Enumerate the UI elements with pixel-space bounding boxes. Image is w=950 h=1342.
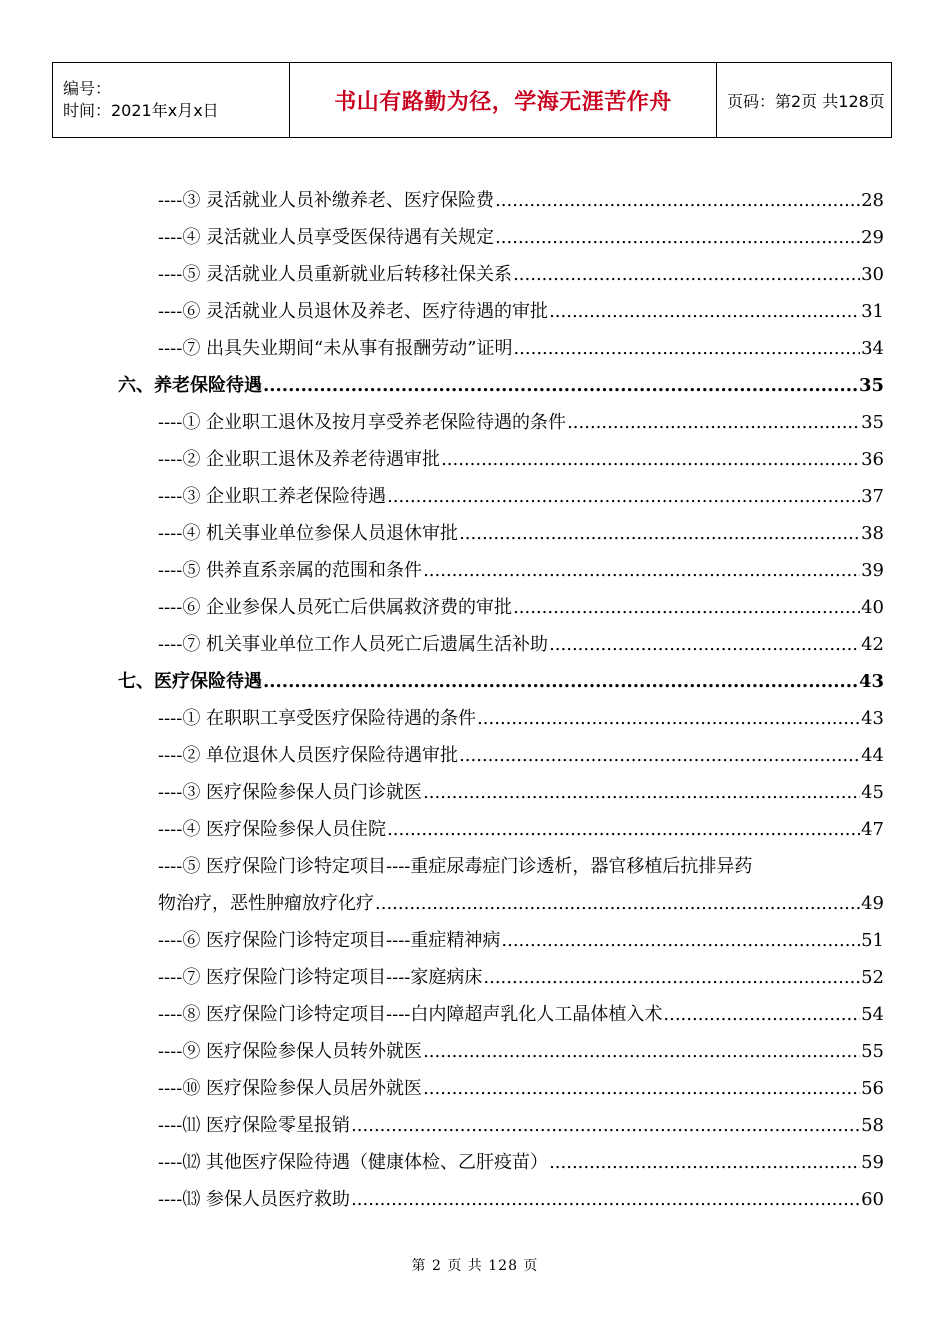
page-header — [52, 62, 892, 138]
toc-entry-page: 58 — [861, 1115, 884, 1136]
leader-dots — [513, 330, 860, 367]
toc-entry[interactable] — [118, 626, 884, 663]
toc-entry-page: 51 — [861, 930, 884, 951]
toc-entry-wrapped-continued[interactable]: 物治疗，恶性肿瘤放疗化疗 ..... 49 — [118, 885, 884, 922]
document-number: 编号： — [63, 79, 112, 98]
toc-entry[interactable] — [118, 404, 884, 441]
toc-entry-page: 39 — [861, 560, 884, 581]
toc-entry-label: ----⑥ 医疗保险门诊特定项目----重症精神病 — [158, 930, 501, 951]
toc-entry-label: ----⑦ 医疗保险门诊特定项目----家庭病床 — [158, 967, 483, 988]
toc-entry-label: ----⑥ 企业参保人员死亡后供属救济费的审批 — [158, 597, 513, 618]
toc-entry[interactable] — [118, 293, 884, 330]
header-meta — [53, 63, 290, 138]
toc-entry-label: ----⑤ 灵活就业人员重新就业后转移社保关系 — [158, 264, 513, 285]
toc-entry-label: ----⑾ 医疗保险零星报销 — [158, 1115, 351, 1136]
toc-entry-page: 54 — [861, 1004, 884, 1025]
leader-dots — [441, 441, 860, 478]
toc-group-part5 — [118, 182, 884, 367]
document-date: 时间：2021年x月x日 — [63, 101, 219, 120]
toc-entry-label: ----④ 机关事业单位参保人员退休审批 — [158, 523, 459, 544]
toc-group-section6 — [118, 404, 884, 663]
leader-dots — [663, 996, 860, 1033]
toc-group-section7-b — [118, 922, 884, 1218]
leader-dots — [549, 293, 860, 330]
toc-entry-label: ----① 在职职工享受医疗保险待遇的条件 — [158, 708, 477, 729]
toc-entry-label: ----③ 医疗保险参保人员门诊就医 — [158, 782, 423, 803]
toc-entry[interactable] — [118, 1070, 884, 1107]
toc-entry-label: ----⑩ 医疗保险参保人员居外就医 — [158, 1078, 423, 1099]
toc-entry-label: ----⑨ 医疗保险参保人员转外就医 — [158, 1041, 423, 1062]
toc-entry[interactable] — [118, 552, 884, 589]
toc-entry[interactable] — [118, 922, 884, 959]
toc-entry-label: ----③ 企业职工养老保险待遇 — [158, 486, 387, 507]
leader-dots — [549, 626, 860, 663]
toc-entry-page: 36 — [861, 449, 884, 470]
toc-entry-label: ----② 企业职工退休及养老待遇审批 — [158, 449, 441, 470]
toc-entry[interactable] — [118, 1181, 884, 1218]
leader-dots — [351, 1107, 860, 1144]
toc-entry-label: ----⑥ 灵活就业人员退休及养老、医疗待遇的审批 — [158, 301, 549, 322]
header-page-info: 页码：第2页 共128页 — [717, 63, 892, 138]
toc-entry-page: 30 — [861, 264, 884, 285]
toc-entry-page: 40 — [861, 597, 884, 618]
toc-entry-label: ----⑿ 其他医疗保险待遇（健康体检、乙肝疫苗） — [158, 1152, 549, 1173]
toc-entry[interactable] — [118, 330, 884, 367]
leader-dots — [549, 1144, 860, 1181]
toc-entry-page: 38 — [861, 523, 884, 544]
toc-entry-page: 43 — [861, 708, 884, 729]
toc-group-section7-a — [118, 700, 884, 848]
leader-dots — [567, 404, 860, 441]
toc-entry-page: 55 — [861, 1041, 884, 1062]
toc-entry-label: ----⑤ 供养直系亲属的范围和条件 — [158, 560, 423, 581]
toc-entry[interactable] — [118, 700, 884, 737]
leader-dots — [423, 1033, 860, 1070]
toc-entry-page: 47 — [861, 819, 884, 840]
toc-entry-label: ----⑧ 医疗保险门诊特定项目----白内障超声乳化人工晶体植入术 — [158, 1004, 663, 1025]
toc-entry[interactable] — [118, 219, 884, 256]
leader-dots — [375, 885, 860, 922]
toc-entry-page: 34 — [861, 338, 884, 359]
toc-entry-page: 45 — [861, 782, 884, 803]
toc-entry-page: 35 — [861, 412, 884, 433]
leader-dots — [263, 663, 858, 700]
page-footer: 第 2 页 共 128 页 — [411, 1258, 539, 1274]
leader-dots — [495, 219, 860, 256]
toc-entry[interactable] — [118, 589, 884, 626]
leader-dots — [495, 182, 860, 219]
leader-dots — [351, 1181, 860, 1218]
table-of-contents — [118, 182, 884, 1218]
toc-entry-label: ----⑦ 出具失业期间“未从事有报酬劳动”证明 — [158, 338, 513, 359]
toc-entry-label: ----③ 灵活就业人员补缴养老、医疗保险费 — [158, 190, 495, 211]
toc-entry-page: 42 — [861, 634, 884, 655]
toc-entry-label: ----⑦ 机关事业单位工作人员死亡后遗属生活补助 — [158, 634, 549, 655]
leader-dots — [459, 515, 860, 552]
toc-entry-label: ----① 企业职工退休及按月享受养老保险待遇的条件 — [158, 412, 567, 433]
leader-dots — [423, 1070, 860, 1107]
leader-dots — [501, 922, 860, 959]
toc-entry[interactable] — [118, 478, 884, 515]
toc-entry-page: 28 — [861, 190, 884, 211]
leader-dots — [423, 552, 860, 589]
toc-entry-label: ----② 单位退休人员医疗保险待遇审批 — [158, 745, 459, 766]
toc-entry[interactable] — [118, 737, 884, 774]
toc-entry-wrapped[interactable]: ----⑤ 医疗保险门诊特定项目----重症尿毒症门诊透析，器官移植后抗排异药 — [158, 856, 753, 877]
toc-entry[interactable] — [118, 1107, 884, 1144]
leader-dots — [477, 700, 860, 737]
toc-entry-page: 31 — [861, 301, 884, 322]
toc-entry[interactable] — [118, 774, 884, 811]
leader-dots — [513, 589, 860, 626]
toc-entry-page: 52 — [861, 967, 884, 988]
toc-entry[interactable] — [118, 515, 884, 552]
toc-section-heading[interactable]: 六、养老保险待遇 ..... 35 — [118, 367, 884, 404]
leader-dots — [387, 811, 860, 848]
toc-entry[interactable] — [118, 441, 884, 478]
toc-entry-label: ----④ 医疗保险参保人员住院 — [158, 819, 387, 840]
toc-entry[interactable] — [118, 811, 884, 848]
toc-entry-page: 56 — [861, 1078, 884, 1099]
toc-entry[interactable] — [118, 959, 884, 996]
toc-entry-page: 60 — [861, 1189, 884, 1210]
leader-dots — [513, 256, 860, 293]
toc-entry[interactable] — [118, 1033, 884, 1070]
leader-dots — [387, 478, 860, 515]
toc-entry-page: 29 — [861, 227, 884, 248]
toc-section-heading[interactable]: 七、医疗保险待遇 ..... 43 — [118, 663, 884, 700]
toc-entry[interactable] — [118, 256, 884, 293]
toc-entry-page: 44 — [861, 745, 884, 766]
toc-entry[interactable] — [118, 1144, 884, 1181]
toc-entry-page: 37 — [861, 486, 884, 507]
toc-entry-label: ----④ 灵活就业人员享受医保待遇有关规定 — [158, 227, 495, 248]
leader-dots — [263, 367, 858, 404]
toc-entry-page: 59 — [861, 1152, 884, 1173]
toc-entry[interactable] — [118, 182, 884, 219]
toc-entry-label: ----⒀ 参保人员医疗救助 — [158, 1189, 351, 1210]
leader-dots — [483, 959, 860, 996]
leader-dots — [459, 737, 860, 774]
leader-dots — [423, 774, 860, 811]
header-motto: 书山有路勤为径，学海无涯苦作舟 — [290, 63, 717, 138]
toc-entry[interactable] — [118, 996, 884, 1033]
